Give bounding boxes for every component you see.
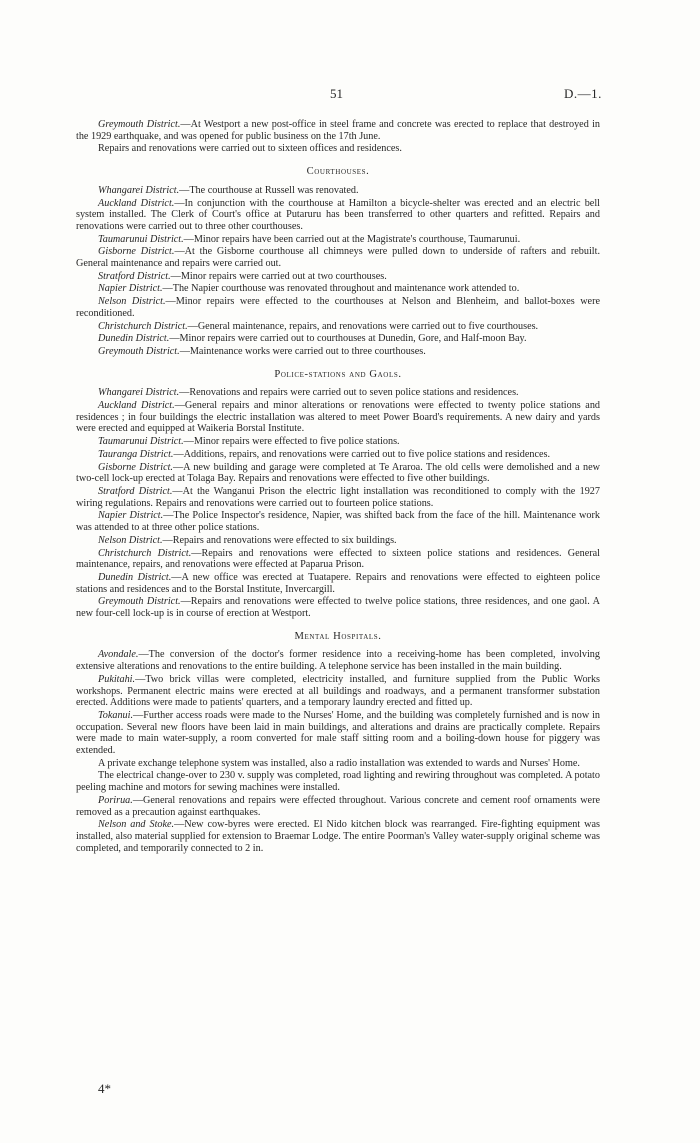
paragraph [76,387,600,399]
paragraph-text: —Additions, repairs, and renovations were carried out to five police stations and residences. [173,448,551,460]
paragraph-lead: Tokanui. [98,709,134,721]
paragraph-lead: Gisborne District. [98,246,175,258]
paragraph [76,333,600,345]
paragraph [76,234,600,246]
paragraph-text: —Minor repairs were effected to the courthouses at Nelson and Blenheim, and ballot-boxes were reconditioned. [76,296,600,319]
paragraph-text: The electrical change-over to 230 v. supply was completed, road lighting and rewiring throughout was completed. A potato peeling machine and motors for sewing machines were installed. [76,770,600,794]
paragraph-lead: Nelson District. [98,534,163,546]
paragraph [76,535,600,547]
paragraph [76,246,600,269]
paragraph-text: A private exchange telephone system was installed, also a radio installation was extended to wards and Nurses' Home. [98,757,580,769]
page-header [0,86,700,104]
paragraph [76,758,600,770]
paragraph [76,710,600,757]
paragraph [76,321,600,333]
paragraph-lead: Auckland District. [98,197,175,209]
paragraph-lead: Whangarei District. [98,184,180,196]
page-number: 51 [330,86,343,101]
paragraph-text: —General repairs and minor alterations or renovations were effected to twenty police stations and residences ; in four buildings the electric installation was altered to meet Power Board's requirements. A new dairy and yards were erected and equipped at Waikeria Borstal Institute. [76,400,601,435]
paragraph [76,770,600,793]
paragraph-lead: Nelson and Stoke. [98,819,175,831]
paragraph [76,572,600,595]
paragraph-lead: Christchurch District. [98,320,188,332]
paragraph [76,283,600,295]
paragraph [76,795,600,818]
section-heading-mental-hospitals: Mental Hospitals. [294,630,382,642]
paragraph [76,819,600,854]
document-reference: D.—1. [564,86,602,101]
paragraph-text: —Minor repairs were carried out at two courthouses. [170,270,387,282]
paragraph-text: —At Westport a new post-office in steel frame and concrete was erected to replace that destroyed in the 1929 earthquake, and was opened for public business on the 17th June. [76,119,600,142]
courthouses-section [76,185,600,358]
paragraph-text: —Repairs and renovations were effected to sixteen police stations and residences. General maintenance, repairs, and renovations were effected at Paparua Prison. [76,547,600,571]
paragraph-lead: Dunedin District. [98,571,172,583]
paragraph-lead: Nelson District. [98,296,166,308]
mental-hospitals-section [76,649,600,854]
footer-signature-mark: 4* [98,1081,111,1096]
paragraph-lead: Auckland District. [98,400,175,412]
paragraph [76,649,600,672]
paragraph-lead: Greymouth District. [98,596,181,608]
paragraph-text: —Two brick villas were completed, electricity installed, and furniture supplied from the Public Works workshops. Permanent electric mains were erected at all buildings and roadways, and a permanent transformer substation erected. Additions were made to patients' quarters, and a temporary laundry erected and fitted up. [76,673,600,709]
paragraph [76,119,600,142]
paragraph [76,462,600,485]
paragraph [76,436,600,448]
paragraph-lead: Whangarei District. [98,387,180,399]
paragraph-lead: Stratford District. [98,270,171,282]
paragraph-text: —In conjunction with the courthouse at Hamilton a bicycle-shelter was erected and an electric bell system installed. The Clerk of Court's office at Putaruru has been transferred to other quarters and refitted. Repairs and renovations were carried out to three other courthouses. [76,197,600,232]
section-heading-courthouses: Courthouses. [306,166,370,178]
paragraph-text: —A new building and garage were completed at Te Araroa. The old cells were demolished and a new two-cell lock-up erected at Tolaga Bay. Repairs and renovations were effected to five other buildings. [76,461,600,485]
paragraph [76,271,600,283]
paragraph-text: —Minor repairs were effected to five police stations. [183,436,400,448]
paragraph-text: —Renovations and repairs were carried out to seven police stations and residences. [179,387,519,399]
paragraph-lead: Napier District. [98,510,164,522]
police-section [76,387,600,619]
paragraph-text: —General renovations and repairs were effected throughout. Various concrete and cement roof ornaments were removed as a precaution against earthquakes. [76,794,600,818]
paragraph-lead: Stratford District. [98,485,173,497]
paragraph-text: —The Police Inspector's residence, Napier, was shifted back from the face of the hill. Maintenance work was attended to at three other police stations. [76,510,600,534]
paragraph-lead: Greymouth District. [98,119,181,130]
paragraph-text: —Repairs and renovations were effected to six buildings. [162,534,397,546]
section-heading-police: Police-stations and Gaols. [274,368,402,380]
paragraph [76,198,600,233]
paragraph-text: —Further access roads were made to the Nurses' Home, and the building was completely furnished and is now in occupation. Several new floors have been laid in main buildings, and alterations and drains are practically complete. Repairs were made to main water-supply, a room converted for male staff sitting room and a boiling-down house for piggery was extended. [76,709,600,757]
paragraph-lead: Christchurch District. [98,547,192,559]
paragraph-lead: Tauranga District. [98,448,174,460]
paragraph-text: Repairs and renovations were carried out to sixteen offices and residences. [98,143,402,155]
paragraph-text: —Minor repairs were carried out to courthouses at Dunedin, Gore, and Half-moon Bay. [169,333,527,345]
paragraph-text: —Maintenance works were carried out to three courthouses. [179,345,426,357]
paragraph [76,185,600,197]
paragraph-lead: Dunedin District. [98,333,170,345]
paragraph-text: —Repairs and renovations were effected to twelve police stations, three residences, and one gaol. A new four-cell lock-up is in course of erection at Westport. [76,596,600,620]
paragraph [76,510,600,533]
paragraph [76,296,600,319]
paragraph [76,400,600,435]
paragraph [76,548,600,571]
paragraph [76,143,600,155]
paragraph [76,486,600,509]
paragraph-lead: Avondale. [98,649,139,661]
paragraph-text: —At the Wanganui Prison the electric light installation was reconditioned to comply with the 1927 wiring regulations. Repairs and renovations were carried out to fourteen police stations. [76,485,600,509]
paragraph [76,449,600,461]
paragraph-text: —The conversion of the doctor's former residence into a receiving-home has been completed, involving extensive alterations and renovations to the entire building. A telephone service has been installed in the main building. [76,649,600,673]
paragraph-lead: Pukitahi. [98,673,136,685]
paragraph-lead: Taumarunui District. [98,233,184,245]
paragraph-text: —General maintenance, repairs, and renovations were carried out to five courthouses. [187,320,539,332]
paragraph [76,346,600,358]
intro-section [76,119,600,155]
paragraph-text: —Minor repairs have been carried out at the Magistrate's courthouse, Taumarunui. [183,233,521,245]
paragraph [76,596,600,619]
paragraph-lead: Taumarunui District. [98,436,184,448]
paragraph-lead: Porirua. [98,794,133,806]
paragraph-text: —At the Gisborne courthouse all chimneys were pulled down to underside of rafters and rebuilt. General maintenance and repairs were carried out. [76,246,600,270]
paragraph-text: —The Napier courthouse was renovated throughout and maintenance work attended to. [162,283,520,295]
paragraph [76,674,600,709]
paragraph-lead: Greymouth District. [98,345,180,357]
body-text [76,119,600,855]
paragraph-text: —New cow-byres were erected. El Nido kitchen block was rearranged. Fire-fighting equipment was installed, also material supplied for extension to Braemar Lodge. The entire Poorman's Valley water-supply original scheme was completed, and temporarily connected to 2 in. [76,819,600,854]
paragraph-lead: Gisborne District. [98,461,173,473]
paragraph-lead: Napier District. [98,283,163,295]
paragraph-text: —The courthouse at Russell was renovated. [179,184,359,196]
paragraph-text: —A new office was erected at Tuatapere. Repairs and renovations were effected to eighteen police stations and residences and to the Borstal Institute, Invercargill. [76,571,600,595]
